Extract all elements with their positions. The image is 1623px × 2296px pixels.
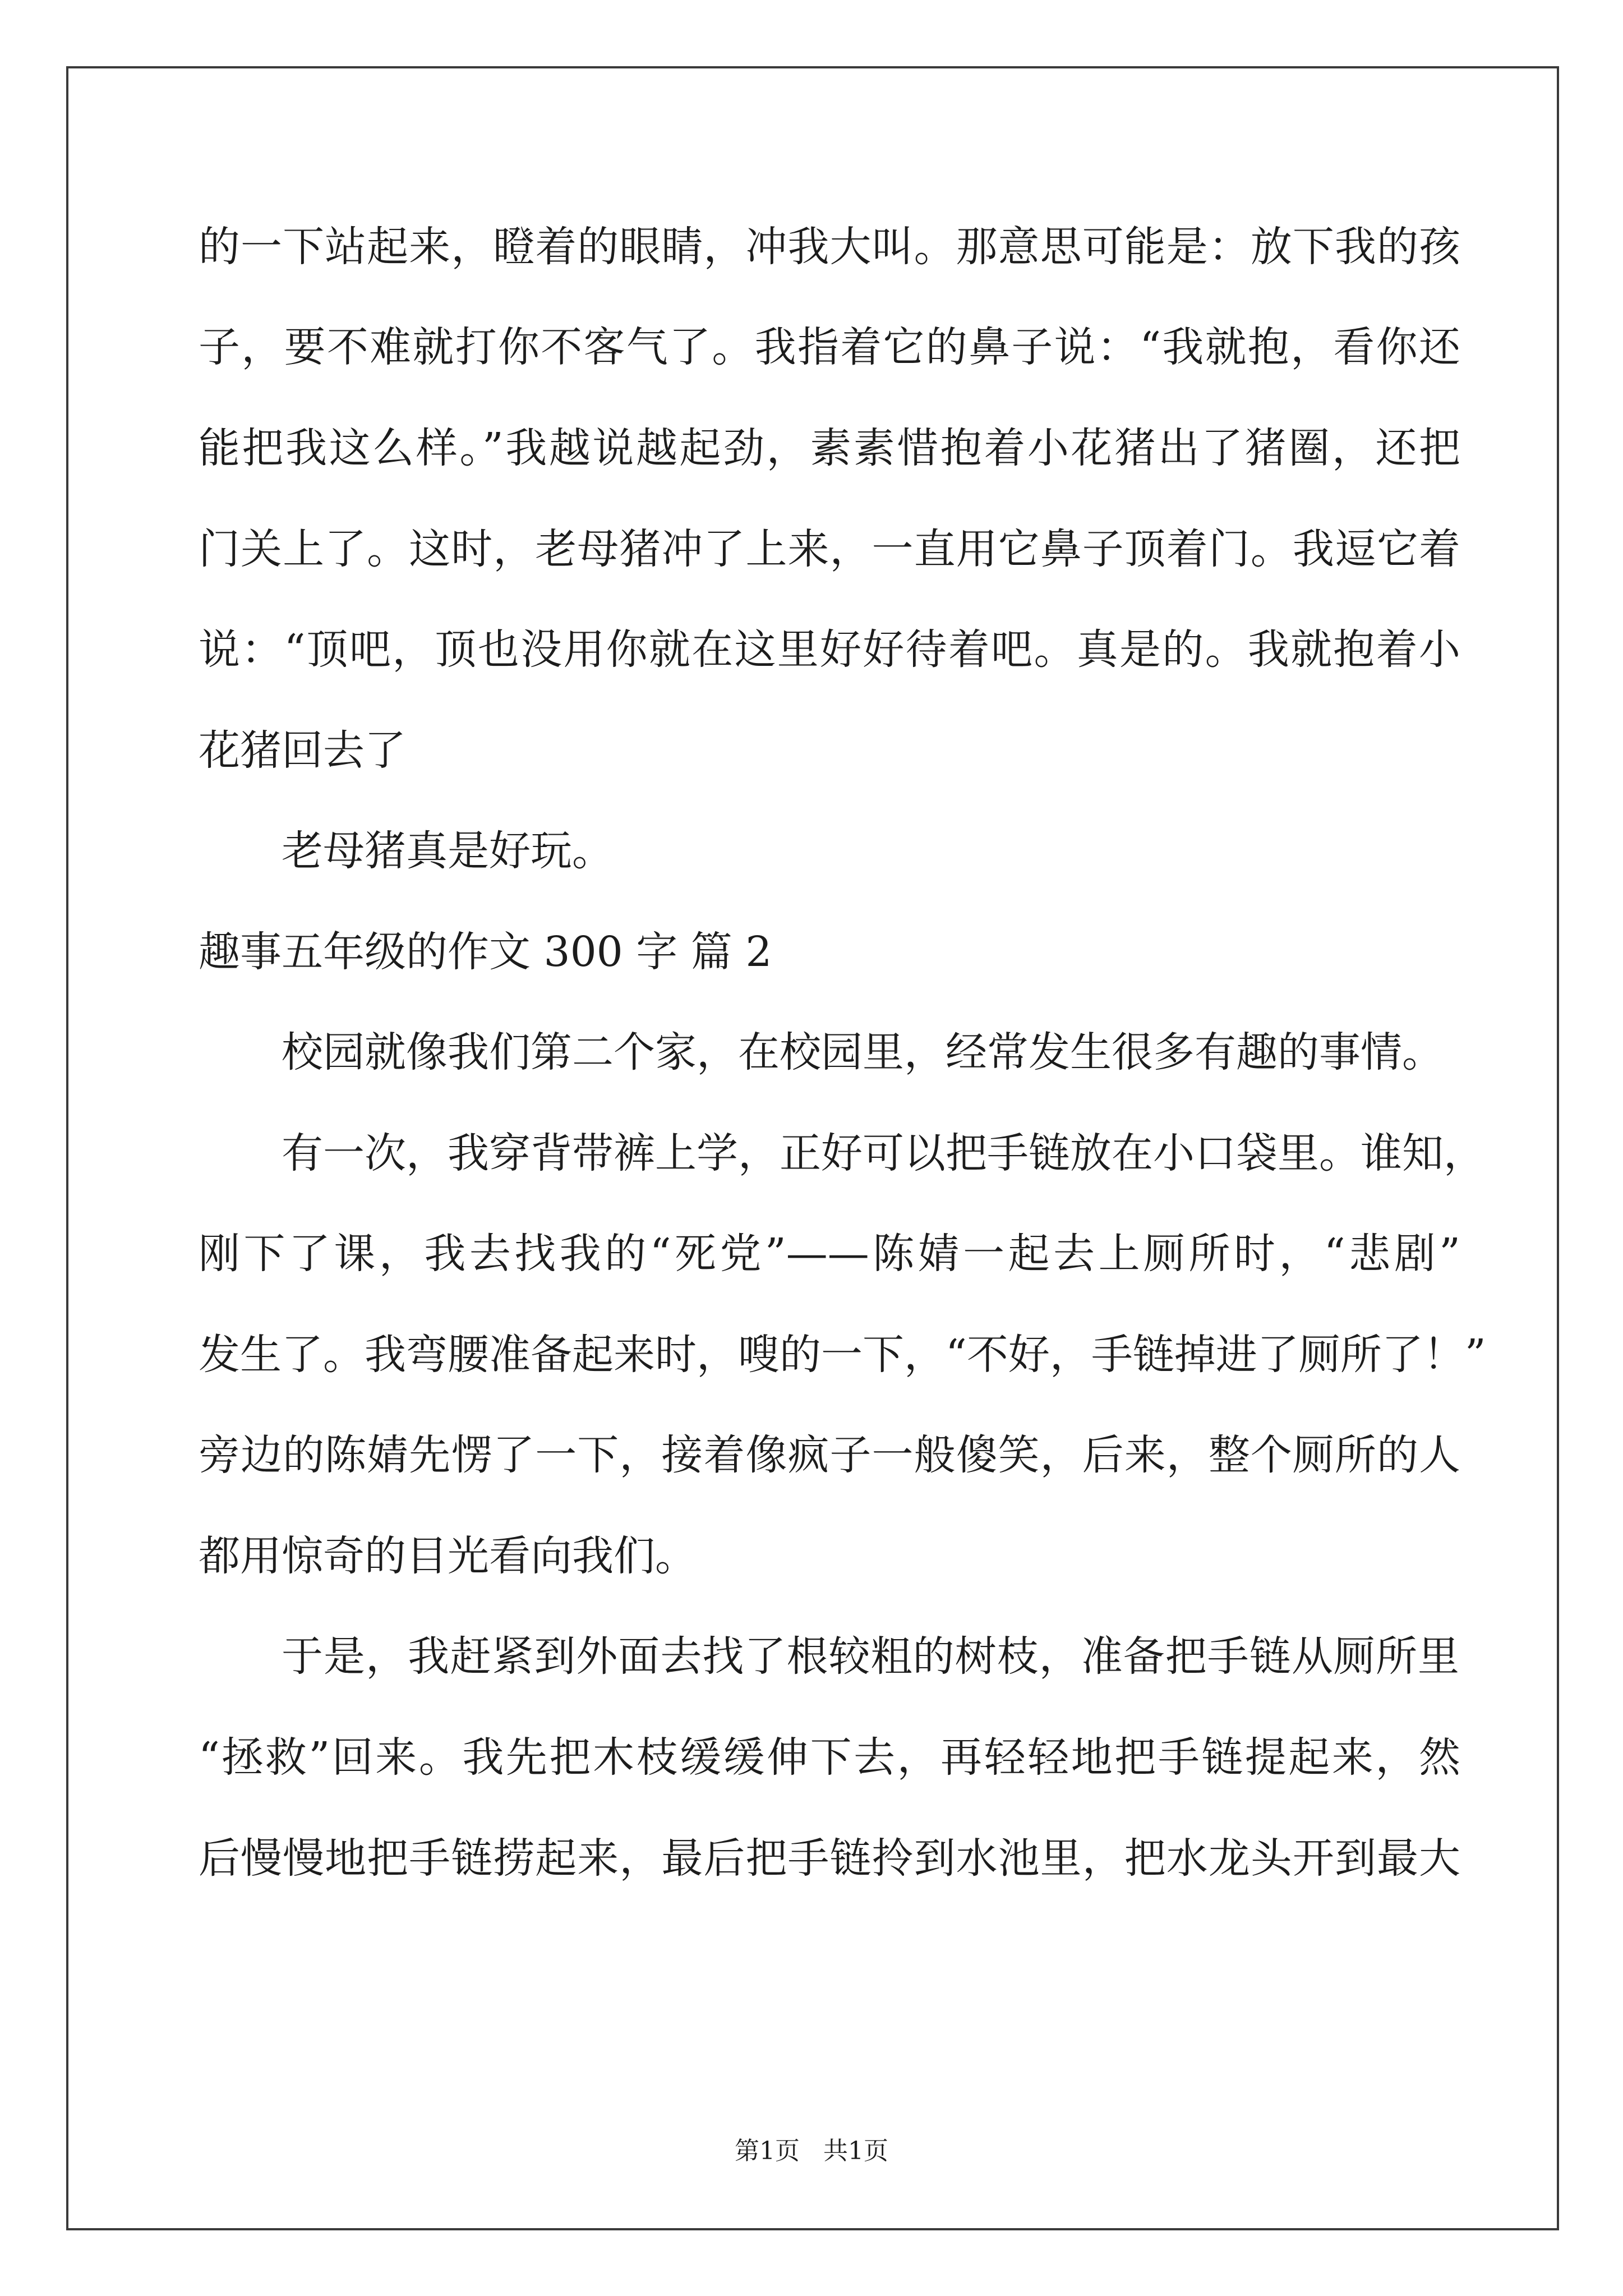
text-line: 发生了。我弯腰准备起来时，嗖的一下，“不好，手链掉进了厕所了！” — [199, 1331, 1486, 1379]
text-line: 子，要不难就打你不客气了。我指着它的鼻子说：“我就抱，看你还 — [199, 323, 1460, 371]
text-line: 有一次，我穿背带裤上学，正好可以把手链放在小口袋里。谁知， — [282, 1129, 1485, 1177]
page-number-footer: 第1页 共1页 — [735, 2137, 888, 2165]
text-line: 校园就像我们第二个家，在校园里，经常发生很多有趣的事情。 — [282, 1028, 1444, 1076]
text-line: 能把我这么样。”我越说越起劲，素素惜抱着小花猪出了猪圈，还把 — [199, 424, 1460, 472]
text-line: 刚下了课，我去找我的“死党”——陈婧一起去上厕所时，“悲剧” — [199, 1230, 1460, 1278]
text-line: 旁边的陈婧先愣了一下，接着像疯子一般傻笑，后来，整个厕所的人 — [199, 1431, 1460, 1479]
text-line: “拯救”回来。我先把木枝缓缓伸下去，再轻轻地把手链提起来，然 — [199, 1733, 1460, 1782]
text-line: 花猪回去了 — [199, 726, 406, 775]
text-line: 老母猪真是好玩。 — [282, 827, 614, 875]
text-line: 的一下站起来，瞪着的眼睛，冲我大叫。那意思可能是：放下我的孩 — [199, 223, 1460, 271]
text-line: 后慢慢地把手链捞起来，最后把手链拎到水池里，把水龙头开到最大 — [199, 1834, 1460, 1883]
text-line: 都用惊奇的目光看向我们。 — [199, 1532, 697, 1580]
text-line: 于是，我赶紧到外面去找了根较粗的树枝，准备把手链从厕所里 — [282, 1632, 1459, 1681]
text-line: 门关上了。这时，老母猪冲了上来，一直用它鼻子顶着门。我逗它着 — [199, 525, 1460, 573]
section-heading: 趣事五年级的作文 300 字 篇 2 — [199, 928, 772, 976]
text-line: 说：“顶吧，顶也没用你就在这里好好待着吧。真是的。我就抱着小 — [199, 625, 1460, 674]
